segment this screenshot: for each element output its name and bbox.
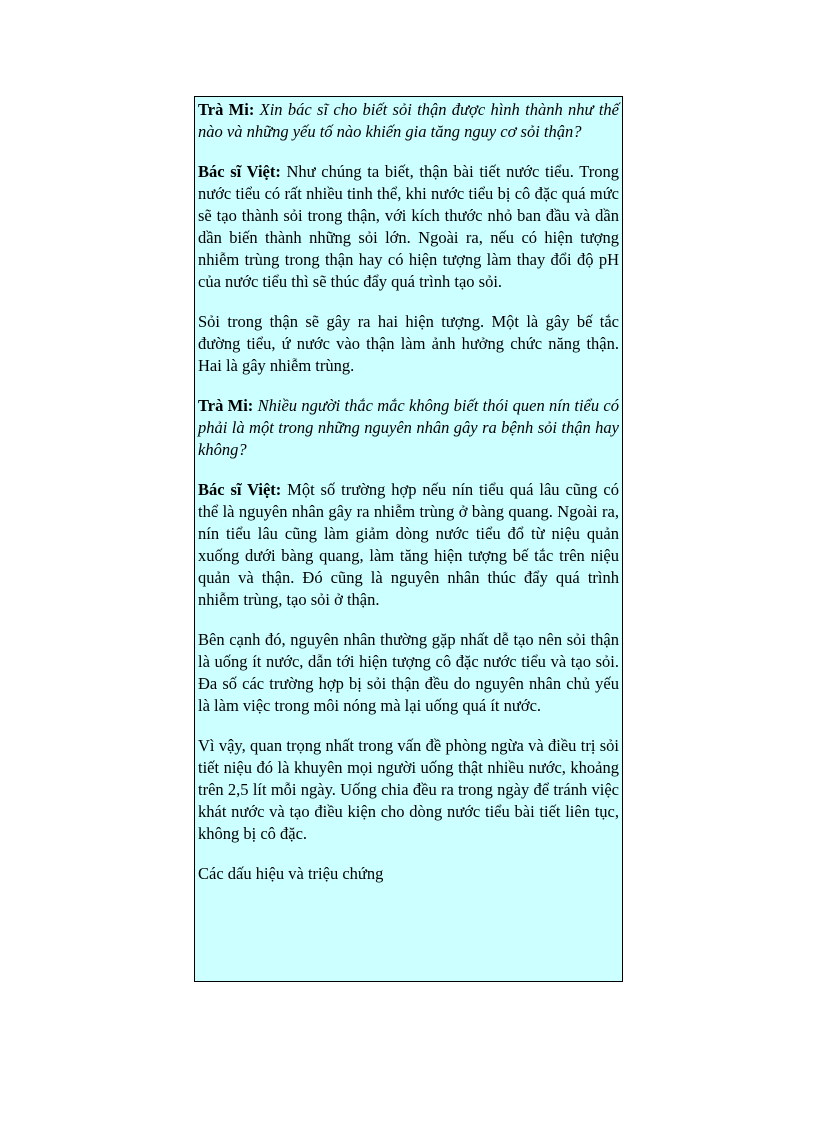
paragraph-text: Xin bác sĩ cho biết sỏi thận được hình thành như thế nào và những yếu tố nào khiến gia tăng nguy cơ sỏi thận? [198, 100, 619, 141]
paragraph-text: Như chúng ta biết, thận bài tiết nước tiểu. Trong nước tiểu có rất nhiều tinh thể, khi nước tiểu bị cô đặc quá mức sẽ tạo thành sỏi trong thận, với kích thước nhỏ ban đầu và dần dần biến thành những sỏi lớn. Ngoài ra, nếu có hiện tượng nhiễm trùng trong thận hay có hiện tượng làm thay đổi độ pH của nước tiểu thì sẽ thúc đẩy quá trình tạo sỏi. [198, 162, 619, 291]
paragraph-text: Sỏi trong thận sẽ gây ra hai hiện tượng. Một là gây bế tắc đường tiểu, ứ nước vào thận làm ảnh hưởng chức năng thận. Hai là gây nhiễm trùng. [198, 312, 619, 375]
paragraph-answer-1 [198, 161, 619, 293]
speaker-label: Bác sĩ Việt: [198, 162, 281, 181]
speaker-label: Bác sĩ Việt: [198, 480, 282, 499]
speaker-label: Trà Mi: [198, 396, 254, 415]
paragraph-answer-2c [198, 735, 619, 845]
speaker-label: Trà Mi: [198, 100, 255, 119]
text-box [194, 96, 623, 982]
paragraph-text: Một số trường hợp nếu nín tiểu quá lâu cũng có thể là nguyên nhân gây ra nhiễm trùng ở bàng quang. Ngoài ra, nín tiểu lâu cũng làm giảm dòng nước tiểu đổ từ niệu quản xuống dưới bàng quang, làm tăng hiện tượng bế tắc trên niệu quản và thận. Đó cũng là nguyên nhân thúc đẩy quá trình nhiễm trùng, tạo sỏi ở thận. [198, 480, 619, 609]
paragraph-text: Vì vậy, quan trọng nhất trong vấn đề phòng ngừa và điều trị sỏi tiết niệu đó là khuyên mọi người uống thật nhiều nước, khoảng trên 2,5 lít mỗi ngày. Uống chia đều ra trong ngày để tránh việc khát nước và tạo điều kiện cho dòng nước tiểu bài tiết liên tục, không bị cô đặc. [198, 736, 619, 843]
paragraph-answer-2 [198, 479, 619, 611]
section-heading [198, 863, 619, 885]
paragraph-answer-2b [198, 629, 619, 717]
paragraph-text: Bên cạnh đó, nguyên nhân thường gặp nhất dễ tạo nên sỏi thận là uống ít nước, dẫn tới hiện tượng cô đặc nước tiểu và tạo sỏi. Đa số các trường hợp bị sỏi thận đều do nguyên nhân chủ yếu là làm việc trong môi nóng mà lại uống quá ít nước. [198, 630, 619, 715]
paragraph-text: Các dấu hiệu và triệu chứng [198, 864, 384, 883]
paragraph-question-1 [198, 99, 619, 143]
paragraph-text: Nhiều người thắc mắc không biết thói quen nín tiểu có phải là một trong những nguyên nhân gây ra bệnh sỏi thận hay không? [198, 396, 619, 459]
paragraph-question-2 [198, 395, 619, 461]
paragraph-answer-1b [198, 311, 619, 377]
